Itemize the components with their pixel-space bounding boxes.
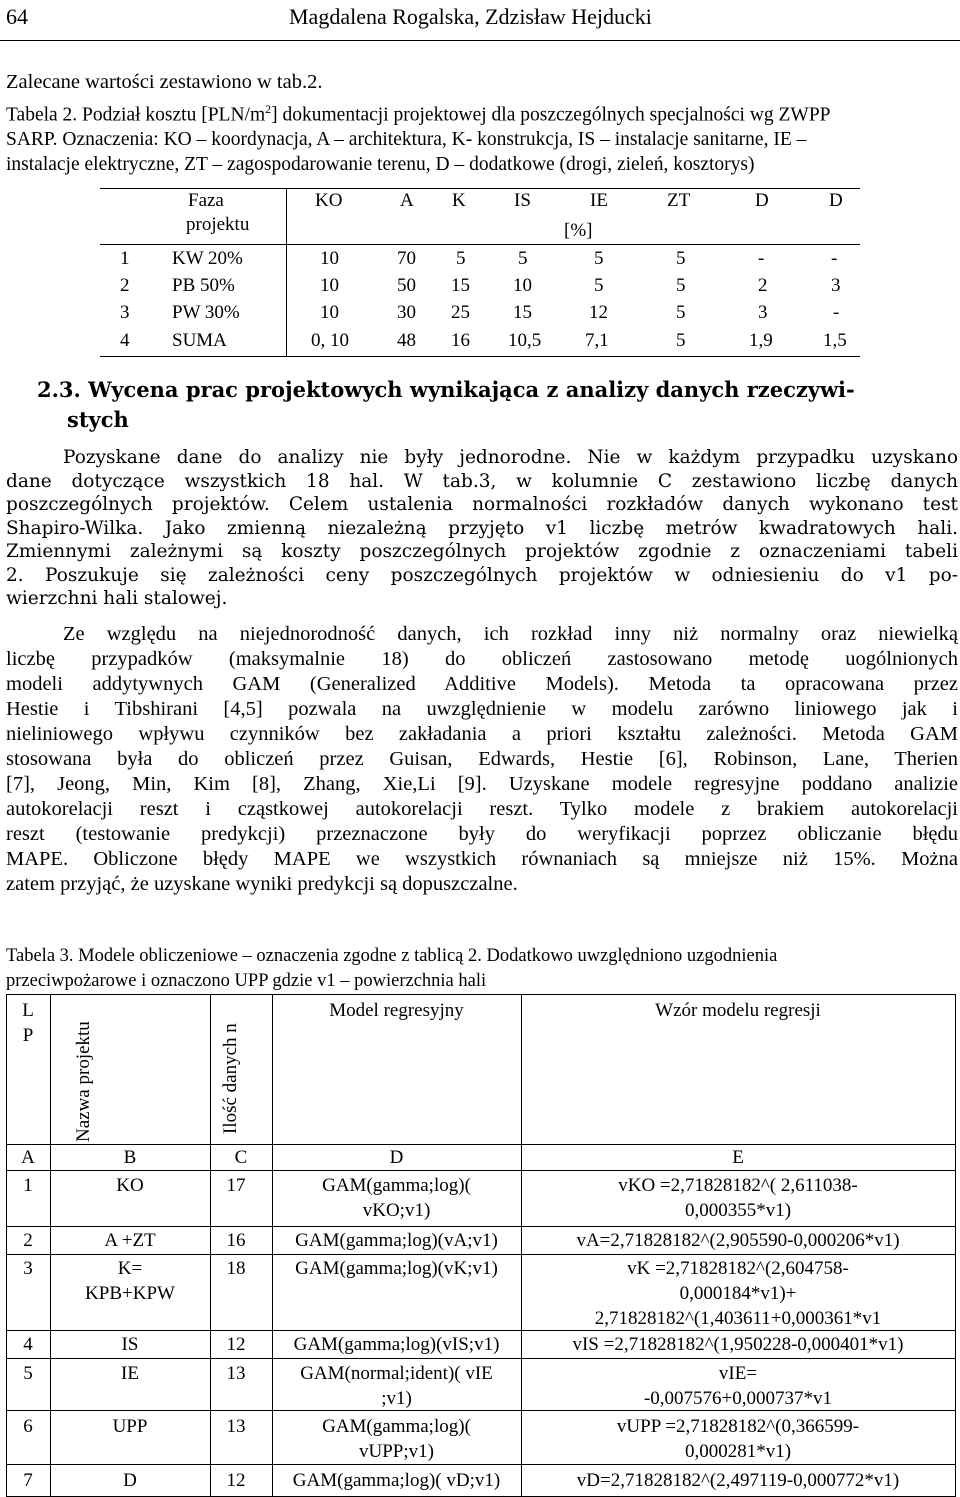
table-rule: [6, 1358, 956, 1359]
section-heading: 2.3. Wycena prac projektowych wynikająca z analizy danych rzeczywi- stych: [37, 377, 855, 432]
letter-b: B: [123, 1147, 137, 1168]
row-formula: vA=2,71828182^(2,905590-0,000206*v1): [576, 1230, 900, 1251]
table-rule: [100, 356, 860, 357]
table-rule: [100, 188, 860, 189]
col-k: K: [452, 190, 466, 211]
table2: [100, 188, 860, 358]
col-ie: IE: [590, 190, 608, 211]
letter-e: E: [732, 1147, 744, 1168]
cell: 7,1: [585, 330, 609, 351]
col-zt: ZT: [667, 190, 691, 211]
row-lp: 2: [23, 1230, 33, 1251]
table-rule: [6, 1464, 956, 1465]
cell: -: [833, 302, 840, 323]
row-lp: 5: [23, 1363, 33, 1384]
row-formula: vD=2,71828182^(2,497119-0,000772*v1): [576, 1470, 900, 1491]
cell: 5: [594, 248, 604, 269]
row-model: GAM(gamma;log)(vK;v1): [295, 1258, 498, 1279]
cell: 15: [451, 275, 470, 296]
row-formula: vIE= -0,007576+0,000737*v1: [643, 1363, 833, 1409]
col-d1: D: [755, 190, 769, 211]
row-lp: 3: [23, 1258, 33, 1279]
cell: 70: [397, 248, 416, 269]
cell: 3: [758, 302, 768, 323]
cell: 5: [518, 248, 528, 269]
header-formula: Wzór modelu regresji: [655, 1000, 821, 1021]
header-nazwa-projektu: Nazwa projektu: [73, 1021, 94, 1142]
row-n: 18: [226, 1258, 246, 1279]
row-number: 3: [120, 302, 130, 323]
row-lp: 4: [23, 1334, 33, 1355]
row-formula: vK =2,71828182^(2,604758- 0,000184*v1)+ 2,71828182^(1,403611+0,000361*v1: [594, 1258, 882, 1329]
row-model: GAM(gamma;log)( vUPP;v1): [322, 1416, 471, 1462]
cell: 10: [320, 248, 339, 269]
running-authors: Magdalena Rogalska, Zdzisław Hejducki: [289, 4, 652, 29]
row-phase: PW 30%: [172, 302, 240, 323]
table-rule: [955, 994, 956, 1496]
cell: 10: [513, 275, 532, 296]
table3-caption: Tabela 3. Modele obliczeniowe – oznaczenia zgodne z tablicą 2. Dodatkowo uwzględniono uzgodnienia przeciwpożarowe i oznaczono UPP gdzie v1 – powierzchnia hali: [6, 946, 778, 991]
cell: 12: [589, 302, 608, 323]
cell: 16: [451, 330, 470, 351]
row-model: GAM(normal;ident)( vIE ;v1): [300, 1363, 493, 1409]
letter-c: C: [234, 1147, 248, 1168]
cell: 3: [831, 275, 841, 296]
table-rule: [6, 1170, 956, 1171]
row-name: IS: [121, 1334, 139, 1355]
cell: 10,5: [508, 330, 542, 351]
row-name: IE: [121, 1363, 139, 1384]
row-model: GAM(gamma;log)( vD;v1): [292, 1470, 501, 1491]
letter-d: D: [389, 1147, 404, 1168]
page-number: 64: [6, 4, 28, 29]
cell: 1,9: [749, 330, 773, 351]
row-formula: vUPP =2,71828182^(0,366599- 0,000281*v1): [616, 1416, 860, 1462]
cell: 5: [594, 275, 604, 296]
unit-label: [%]: [564, 220, 593, 241]
table-rule: [6, 1226, 956, 1227]
paragraph-2: Ze względu na niejednorodność danych, ich rozkład inny niż normalny oraz niewielką liczbę przypadków (maksymalnie 18) do obliczeń zastosowano metodę uogólnionych modeli addytywnych GAM (Generalized Additive Models). Metoda ta opracowana przez Hestie i Tibshirani [4,5] pozwala na uwzględnienie w modelu zarówno liniowego jak i nieliniowego wpływu czynników bez zakładania a priori kształtu zależności. Metoda GAM stosowana była do obliczeń przez Guisan, Edwards, Hestie [6], Robinson, Lane, Therien [7], Jeong, Min, Kim [8], Zhang, Xie,Li [9]. Uzyskane modele regresyjne poddano analizie autokorelacji reszt i cząstkowej autokorelacji reszt. Tylko modele z brakiem autokorelacji reszt (testowanie predykcji) przeznaczone były do weryfikacji poprzez obliczanie błędu MAPE. Obliczone błędy MAPE we wszystkich równaniach są mniejsze niż 15%. Można zatem przyjąć, że uzyskane wyniki predykcji są dopuszczalne.: [6, 623, 958, 895]
cell: 30: [397, 302, 416, 323]
row-name: K= KPB+KPW: [85, 1258, 175, 1304]
cell: 5: [676, 275, 686, 296]
row-lp: 1: [23, 1175, 33, 1196]
row-phase: KW 20%: [172, 248, 243, 269]
header-model: Model regresyjny: [329, 1000, 464, 1021]
table-rule: [6, 1254, 956, 1255]
header-lp: L P: [22, 1000, 34, 1046]
row-name: UPP: [112, 1416, 148, 1437]
row-lp: 7: [23, 1470, 33, 1491]
row-phase: SUMA: [172, 330, 227, 351]
cell: 1,5: [823, 330, 847, 351]
cell: 5: [676, 302, 686, 323]
row-number: 2: [120, 275, 130, 296]
row-n: 12: [226, 1334, 246, 1355]
col-d2: D: [829, 190, 843, 211]
col-ko: KO: [315, 190, 343, 211]
cell: 48: [397, 330, 416, 351]
table2-caption: Tabela 2. Podział kosztu $[PLN/m^2]$ dokumentacji projektowej dla poszczególnych specjalności wg ZWPP SARP. Oznaczenia: KO – koordynacja, A – architektura, K- konstrukcja, IS – instalacje sanitarne, IE – instalacje elektryczne, ZT – zagospodarowanie terenu, D – dodatkowe (drogi, zieleń, kosztorys): [6, 102, 831, 175]
row-name: A +ZT: [104, 1230, 156, 1251]
row-formula: vIS =2,71828182^(1,950228-0,000401*v1): [572, 1334, 904, 1355]
cell: -: [831, 248, 838, 269]
row-n: 17: [226, 1175, 246, 1196]
header-ilosc-danych: Ilość danych n: [220, 1023, 241, 1134]
table3: [6, 994, 956, 1497]
row-n: 12: [226, 1470, 246, 1491]
paragraph-1: Pozyskane dane do analizy nie były jednorodne. Nie w każdym przypadku uzyskano dane dotyczące wszystkich 18 hal. W tab.3, w kolumnie C zestawiono liczbę danych poszczególnych projektów. Celem ustalenia normalności rozkładów danych wykonano test Shapiro-Wilka. Jako zmienną niezależną przyjęto v1 liczbę metrów kwadratowych hali. Zmiennymi zależnymi są koszty poszczególnych projektów zgodnie z oznaczeniami tabeli 2. Poszukuje się zależności ceny poszczególnych projektów w odniesieniu do v1 po- wierzchni hali stalowej.: [6, 447, 958, 609]
cell: 15: [513, 302, 532, 323]
table-rule: [6, 994, 956, 995]
cell: 5: [676, 248, 686, 269]
cell: 2: [758, 275, 768, 296]
cell: 0, 10: [311, 330, 349, 351]
row-number: 4: [120, 330, 130, 351]
row-n: 13: [226, 1363, 246, 1384]
row-phase: PB 50%: [172, 275, 235, 296]
header-projektu: projektu: [186, 214, 250, 235]
intro-sentence: Zalecane wartości zestawiono w tab.2.: [6, 71, 323, 93]
col-is: IS: [514, 190, 531, 211]
cell: 5: [456, 248, 466, 269]
row-model: GAM(gamma;log)( vKO;v1): [322, 1175, 471, 1221]
cell: 10: [320, 302, 339, 323]
cell: 5: [676, 330, 686, 351]
running-header: [0, 0, 960, 41]
table-rule: [100, 244, 860, 245]
row-model: GAM(gamma;log)(vA;v1): [295, 1230, 498, 1251]
col-a: A: [400, 190, 414, 211]
cell: -: [758, 248, 765, 269]
row-formula: vKO =2,71828182^( 2,611038- 0,000355*v1): [618, 1175, 858, 1221]
row-model: GAM(gamma;log)(vIS;v1): [293, 1334, 500, 1355]
letter-a: A: [21, 1147, 35, 1168]
cell: 50: [397, 275, 416, 296]
row-n: 13: [226, 1416, 246, 1437]
row-n: 16: [226, 1230, 246, 1251]
row-number: 1: [120, 248, 130, 269]
row-name: D: [123, 1470, 137, 1491]
row-lp: 6: [23, 1416, 33, 1437]
table-rule: [286, 188, 287, 356]
cell: 10: [320, 275, 339, 296]
header-faza: Faza: [188, 190, 224, 211]
row-name: KO: [116, 1175, 144, 1196]
cell: 25: [451, 302, 470, 323]
